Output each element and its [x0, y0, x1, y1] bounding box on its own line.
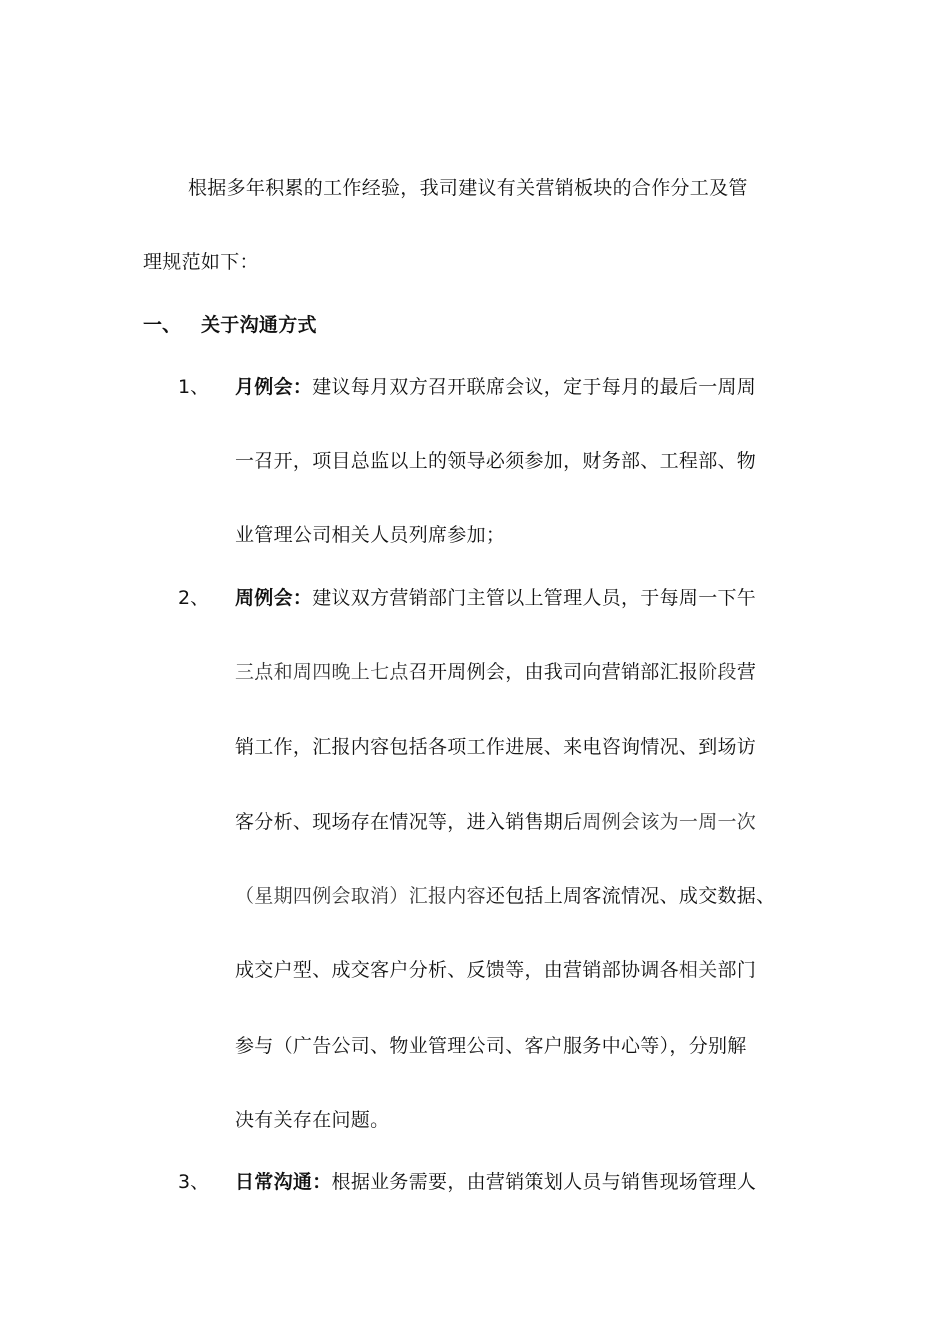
item-1-text-1: 建议每月双方召开联席会议，定于每月的最后一周周 [312, 376, 757, 398]
item-2-line-5 [235, 884, 775, 908]
item-3-number: 3、 [178, 1171, 210, 1193]
item-2-line-5-b: 还包括上周客流情况、成交数据、 [485, 885, 776, 907]
item-2-number: 2、 [178, 587, 210, 609]
item-3-text-1: 根据业务需要，由营销策划人员与销售现场管理人 [331, 1171, 757, 1193]
item-2-line-2 [235, 660, 756, 684]
item-3-line-1 [235, 1170, 756, 1194]
intro-line-1: 根据多年积累的工作经验，我司建议有关营销板块的合作分工及管 [188, 177, 748, 199]
item-2-line-6-c: 部门 [717, 959, 757, 981]
item-2-line-4 [235, 810, 756, 834]
item-3-label: 日常沟通： [235, 1171, 332, 1193]
item-2-line-4-b: 周例会该为一周一次 [582, 811, 757, 833]
item-1-line-1 [235, 375, 756, 399]
item-1-number: 1、 [178, 376, 210, 398]
item-2-line-1 [235, 586, 756, 610]
item-1-label: 月例会： [235, 376, 313, 398]
item-2-label: 周例会： [235, 587, 313, 609]
section-title: 关于沟通方式 [201, 314, 317, 336]
item-2-line-2-c: 阶段 [698, 661, 737, 683]
section-number: 一、 [143, 314, 182, 336]
item-2-line-2-d: 营 [736, 661, 757, 683]
item-2-line-3: 销工作，汇报内容包括各项工作进展、来电咨询情况、到场访 [235, 736, 757, 758]
item-1-line-3: 业管理公司相关人员列席参加； [235, 524, 506, 546]
item-2-line-2-b: 召开周例会，由我司向营销部汇报 [408, 661, 699, 683]
item-2-line-5-a: （星期四例会取消）汇报内容 [235, 885, 486, 907]
item-2-line-7: 参与（广告公司、物业管理公司、客户服务中心等），分别解 [235, 1035, 747, 1057]
item-2-line-6-b: 相关 [678, 959, 718, 981]
item-2-line-2-a: 三点和周四晚上七点 [235, 661, 409, 683]
item-2-line-6 [235, 958, 756, 982]
item-2-line-6-a: 成交户型、成交客户分析、反馈等，由营销部协调各 [235, 959, 679, 981]
item-2-line-4-a: 客分析、现场存在情况等，进入销售期后 [235, 811, 583, 833]
intro-line-2: 理规范如下： [143, 251, 259, 273]
item-2-line-8: 决有关存在问题。 [235, 1109, 390, 1131]
item-2-text-1: 建议双方营销部门主管以上管理人员，于每周一下午 [312, 587, 757, 609]
item-1-line-2: 一召开，项目总监以上的领导必须参加，财务部、工程部、物 [235, 450, 757, 472]
